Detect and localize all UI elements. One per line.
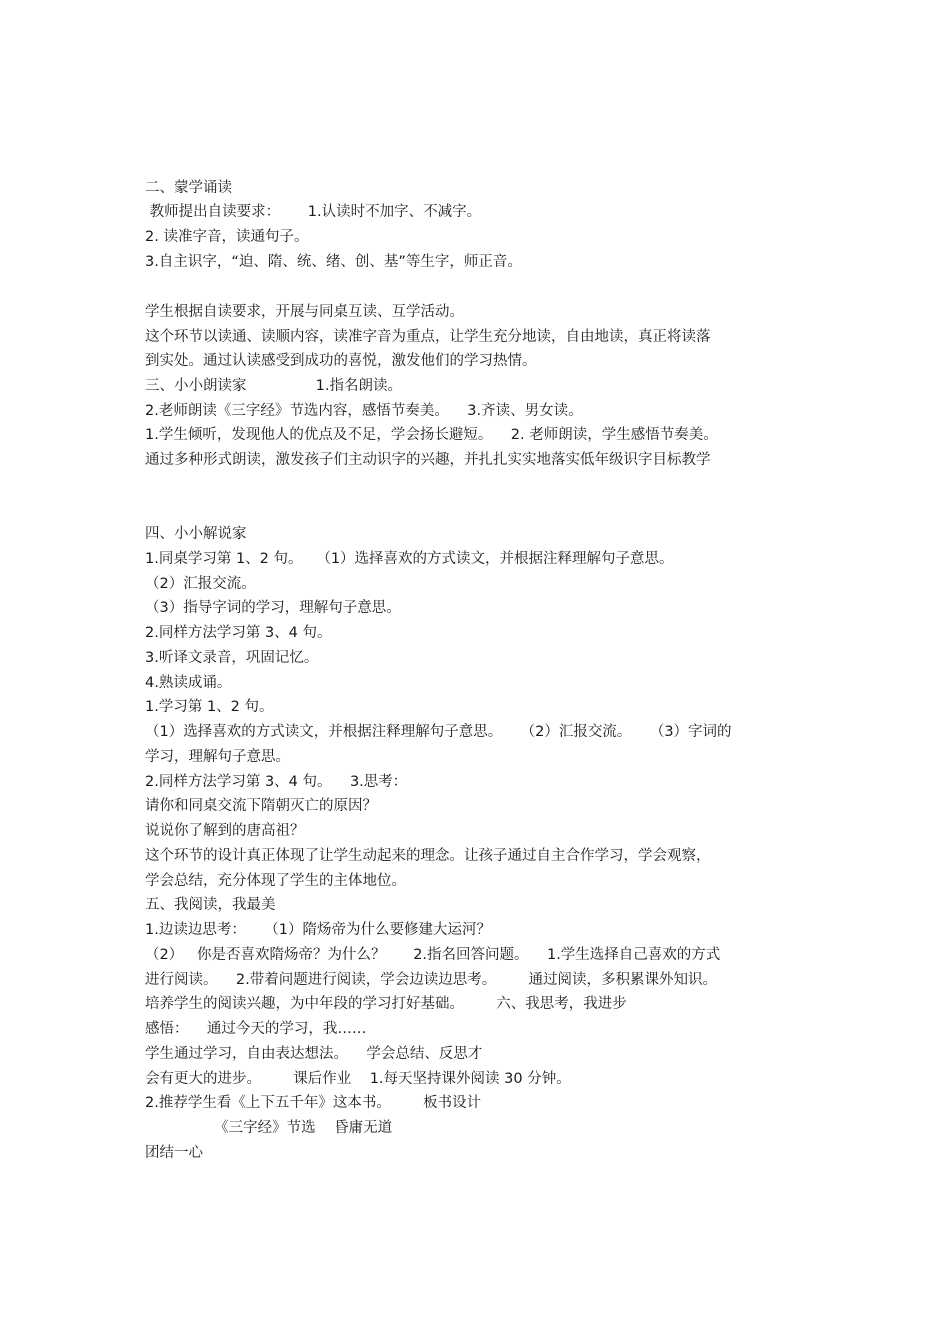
text-line: （2）汇报交流。 — [145, 576, 256, 592]
text-line: （2） 你是否喜欢隋炀帝？为什么？ 2.指名回答问题。 1.学生选择自己喜欢的方式 — [145, 947, 721, 963]
heading-wo-yuedu: 五、我阅读，我最美 — [145, 897, 276, 913]
text-line: 感悟： 通过今天的学习，我…… — [145, 1021, 367, 1037]
text-line: 这个环节的设计真正体现了让学生动起来的理念。让孩子通过自主合作学习，学会观察， — [145, 848, 711, 864]
text-line: （3）指导字词的学习，理解句子意思。 — [145, 600, 401, 616]
heading-xiaoxiao-langdujia: 三、小小朗读家 1.指名朗读。 — [145, 378, 402, 394]
text-line: 2.同样方法学习第 3、4 句。 3.思考： — [145, 774, 408, 790]
text-line: 1.学习第 1、2 句。 — [145, 699, 274, 715]
text-line: 进行阅读。 2.带着问题进行阅读，学会边读边思考。 通过阅读，多积累课外知识。 — [145, 972, 718, 988]
text-line: 教师提出自读要求： 1.认读时不加字、不减字。 — [145, 204, 482, 220]
board-design-line: 团结一心 — [145, 1145, 203, 1161]
text-line: 1.边读边思考： （1）隋炀帝为什么要修建大运河？ — [145, 922, 491, 938]
text-line: 2.推荐学生看《上下五千年》这本书。 板书设计 — [145, 1095, 482, 1111]
text-line: 通过多种形式朗读，激发孩子们主动识字的兴趣，并扎扎实实地落实低年级识字目标教学 — [145, 452, 711, 468]
text-line: 学会总结，充分体现了学生的主体地位。 — [145, 873, 406, 889]
text-line: 1.同桌学习第 1、2 句。 （1）选择喜欢的方式读文，并根据注释理解句子意思。 — [145, 551, 674, 567]
text-line: 2.老师朗读《三字经》节选内容，感悟节奏美。 3.齐读、男女读。 — [145, 403, 583, 419]
text-line: 会有更大的进步。 课后作业 1.每天坚持课外阅读 30 分钟。 — [145, 1071, 571, 1087]
text-line: 2. 读准字音，读通句子。 — [145, 229, 309, 245]
text-line: 4.熟读成诵。 — [145, 675, 232, 691]
text-line: 请你和同桌交流下隋朝灭亡的原因？ — [145, 798, 377, 814]
text-line: 这个环节以读通、读顺内容，读准字音为重点，让学生充分地读，自由地读，真正将读落 — [145, 329, 711, 345]
text-line: 学生通过学习，自由表达想法。 学会总结、反思才 — [145, 1046, 483, 1062]
text-line: 学生根据自读要求，开展与同桌互读、互学活动。 — [145, 304, 464, 320]
text-line: 说说你了解到的唐高祖？ — [145, 823, 305, 839]
heading-xiaoxiao-jieshuojia: 四、小小解说家 — [145, 526, 247, 542]
text-line: 1.学生倾听，发现他人的优点及不足，学会扬长避短。 2. 老师朗读，学生感悟节奏美。 — [145, 427, 718, 443]
text-line: 到实处。通过认读感受到成功的喜悦，激发他们的学习热情。 — [145, 353, 537, 369]
board-design-line: 《三字经》节选 昏庸无道 — [145, 1120, 393, 1136]
heading-mengxue-songdu: 二、蒙学诵读 — [145, 180, 232, 196]
text-line: 培养学生的阅读兴趣，为中年段的学习打好基础。 六、我思考，我进步 — [145, 996, 627, 1012]
text-line: 2.同样方法学习第 3、4 句。 — [145, 625, 332, 641]
text-line: 3.听译文录音，巩固记忆。 — [145, 650, 319, 666]
text-line: 3.自主识字，“迫、隋、统、绪、创、基”等生字，师正音。 — [145, 254, 522, 270]
text-line: 学习，理解句子意思。 — [145, 749, 290, 765]
text-line: （1）选择喜欢的方式读文，并根据注释理解句子意思。 （2）汇报交流。 （3）字词的 — [145, 724, 732, 740]
